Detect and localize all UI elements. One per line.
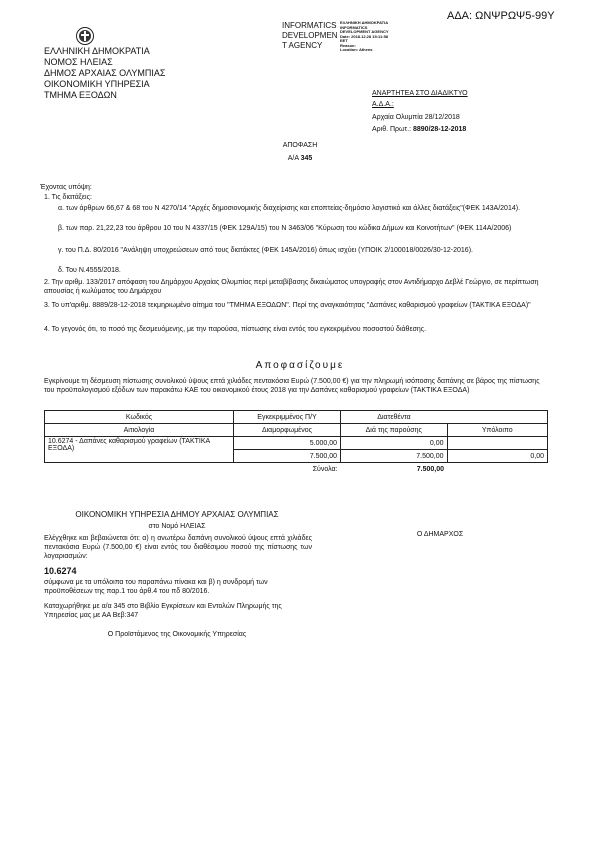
authority-header: ΕΛΛΗΝΙΚΗ ΔΗΜΟΚΡΑΤΙΑ ΝΟΜΟΣ ΗΛΕΙΑΣ ΔΗΜΟΣ ΑΡΧΑΙΑΣ ΟΛΥΜΠΙΑΣ ΟΙΚΟΝΟΜΙΚΗ ΥΠΗΡΕΣΙΑ ΤΜΗΜΑ ΕΞΟΔΩΝ [44, 46, 166, 100]
decision-title: ΑΠΟΦΑΣΗ [282, 142, 318, 149]
agency-signature: INFORMATICS DEVELOPMEN T AGENCY [282, 21, 338, 50]
decide-text: Εγκρίνουμε τη δέσμευση πίστωσης συνολικού ύψους επτά χιλιάδες πεντακόσια Ευρώ (7.500,00 €) για την πληρωμή ισόποσης δαπάνης σε βάρος της πίστωσης του προϋπολογισμού εξόδων των παρακάτω ΚΑΕ του οικονομικού έτους 2018 για την Δαπάνες καθαρισμού γραφείων (ΤΑΚΤΙΚΑ ΕΞΟΔΑ) [44, 378, 540, 394]
row1-approved: 5.000,00 [234, 437, 341, 450]
greek-emblem-icon [76, 27, 94, 45]
header-blank [447, 411, 548, 424]
considering-item-3: 3. Το υπ'αριθμ. 8889/28-12-2018 τεκμηριωμένο αίτημα του "ΤΜΗΜΑ ΕΞΟΔΩΝ". Περί της αναγκαιότητας "Δαπάνες καθαρισμού γραφείων (ΤΑΚΤΙΚΑ ΕΞΟΔΑ)" [44, 302, 531, 309]
considering-item-1b: β. των παρ. 21,22,23 του άρθρου 10 του Ν 4337/15 (ΦΕΚ 129Α/15) του Ν 3463/06 "Κύρωση του κώδικα Δήμων και Κοινοτήτων" (ΦΕΚ 114Α/2006) [58, 225, 512, 232]
decide-title: Αποφασίζουμε [255, 360, 345, 371]
finance-subtitle: στο Νομό ΗΛΕΙΑΣ [148, 523, 206, 530]
finance-signature: Ο Προϊστάμενος της Οικονομικής Υπηρεσίας [107, 631, 247, 638]
ada-number: ΑΔΑ: ΩΝΨΡΩΨ5-99Υ [447, 10, 555, 22]
considering-intro: Έχοντας υπόψη: [40, 184, 92, 191]
header-allocated: Διατεθέντα [341, 411, 448, 424]
row2-remaining: 0,00 [447, 450, 548, 463]
table-total-row [45, 463, 548, 476]
finance-check-text: Ελέγχθηκε και βεβαιώνεται ότι: α) η ανωτέρω δαπάνη συνολικού ύψους επτά χιλιάδες πεντακόσια Ευρώ (7.500,00 €) είναι εντός του διαθέσιμου ποσού της πίστωσης των λογαριασμών: [44, 535, 312, 560]
table-header-row [45, 411, 548, 424]
considering-item-1c: γ. του Π.Δ. 80/2016 "Ανάληψη υποχρεώσεων από τους διατάκτες (ΦΕΚ 145Α/2016) όπως ισχύει (ΥΠΟΙΚ 2/100018/0026/30-12-2016). [58, 247, 473, 254]
row1-remaining [447, 437, 548, 450]
publication-block: ΑΝΑΡΤΗΤΕΑ ΣΤΟ ΔΙΑΔΙΚΤΥΟ Α.Δ.Α.: Αρχαία Ολυμπία 28/12/2018 Αριθ. Πρωτ.: 8890/28-12-2018 [372, 90, 468, 133]
considering-item-2: 2. Την αριθμ. 133/2017 απόφαση του Δημάρχου Αρχαίας Ολυμπίας περί μεταβίβασης δικαιώματος υπογραφής στον Αντιδήμαρχο Δεβλέ Γεώργιο, σε περίπτωση απουσίας ή κωλύματος του Δημάρχου [44, 279, 539, 295]
considering-item-1d: δ. Του Ν.4555/2018. [58, 267, 121, 274]
mayor-signature: Ο ΔΗΜΑΡΧΟΣ [416, 531, 464, 538]
header-remaining: Υπόλοιπο [447, 424, 548, 437]
header-reason: Αιτιολογία [45, 424, 234, 437]
total-label: Σύνολα: [45, 463, 341, 476]
budget-table [44, 410, 548, 475]
considering-item-4: 4. Το γεγονός ότι, το ποσό της δεσμευόμενης, με την παρούσα, πίστωσης είναι εντός του εγκεκριμένου ποσοστού διάθεσης. [44, 326, 427, 333]
table-header-row [45, 424, 548, 437]
row2-allocated: 7.500,00 [341, 450, 448, 463]
considering-item-1a: α. των άρθρων 66,67 & 68 του Ν 4270/14 "Αρχές δημοσιονομικής διαχείρισης και εποπτείας-δημόσιο λογιστικό και άλλες διατάξεις"(ΦΕΚ 143Α/2014). [58, 205, 521, 212]
decision-number: Α/Α 345 [287, 155, 313, 162]
total-value: 7.500,00 [341, 463, 448, 476]
agency-signature-details: ΕΛΛΗΝΙΚΗ ΔΗΜΟΚΡΑΤΙΑ INFORMATICS DEVELOPMENT AGENCY Date: 2018.12.28 15:11:58 EET Reason: Location: Athens [340, 20, 389, 52]
row-label: 10.6274 - Δαπάνες καθαρισμού γραφείων (ΤΑΚΤΙΚΑ ΕΞΟΔΑ) [45, 437, 234, 463]
finance-title: ΟΙΚΟΝΟΜΙΚΗ ΥΠΗΡΕΣΙΑ ΔΗΜΟΥ ΑΡΧΑΙΑΣ ΟΛΥΜΠΙΑΣ [75, 510, 279, 519]
table-row [45, 437, 548, 450]
header-current: Διά της παρούσης [341, 424, 448, 437]
finance-conditions-text: σύμφωνα με τα υπόλοιπα του παραπάνω πίνακα και β) η συνδρομή των προϋποθέσεων της παρ.1 του άρθ.4 του πδ 80/2016. [44, 579, 268, 595]
row2-approved: 7.500,00 [234, 450, 341, 463]
row1-allocated: 0,00 [341, 437, 448, 450]
header-formed: Διαμορφωμένος [234, 424, 341, 437]
header-approved: Εγκεκριμμένος Π/Υ [234, 411, 341, 424]
finance-account-code: 10.6274 [44, 566, 77, 576]
header-code: Κωδικός [45, 411, 234, 424]
considering-item-1: 1. Τις διατάξεις: [44, 194, 92, 201]
finance-registration-text: Καταχωρήθηκε με α/α 345 στο Βιβλίο Εγκρίσεων και Εντολών Πληρωμής της Υπηρεσίας μας με ΑΑ Βεβ:347 [44, 603, 282, 619]
